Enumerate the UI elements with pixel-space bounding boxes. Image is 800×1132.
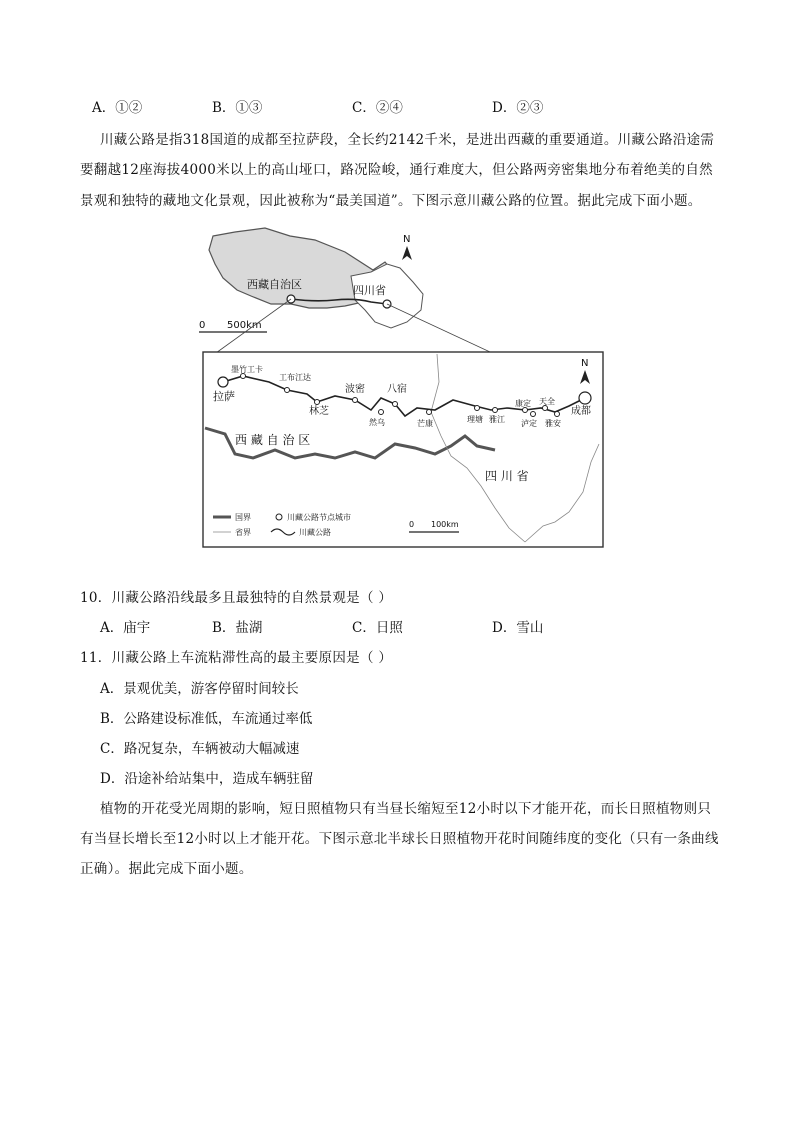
- city-bomi-dot: [353, 398, 358, 403]
- overview-scale-label: 500km: [227, 320, 262, 331]
- detail-north-label: N: [581, 358, 589, 369]
- city-ranwu-label: 然乌: [369, 418, 385, 427]
- q11-option-a: A．景观优美，游客停留时间较长: [100, 681, 299, 697]
- overview-label-tibet: 西藏自治区: [247, 278, 302, 291]
- route-map-figure: [195, 222, 615, 552]
- intro2-line-3: 正确）。据此完成下面小题。: [80, 861, 253, 877]
- city-tianquan-dot: [543, 406, 548, 411]
- q9-option-a: A．①②: [92, 100, 143, 116]
- city-markam-label: 芒康: [417, 419, 433, 428]
- q9-option-c: C．②④: [352, 100, 403, 116]
- intro2-line-1: 植物的开花受光周期的影响，短日照植物只有当昼长缩短至12小时以下才能开花，而长日照植物则只: [100, 801, 712, 817]
- q10-option-c: C．日照: [352, 620, 403, 636]
- city-gongbogyamda-label: 工布江达: [279, 373, 311, 382]
- city-lhasa-dot: [218, 377, 228, 387]
- city-lhasa-label: 拉萨: [213, 390, 235, 403]
- city-baxoi-label: 八宿: [387, 384, 407, 395]
- q10-option-d: D．雪山: [492, 620, 544, 636]
- detail-region-sichuan: 四 川 省: [485, 469, 529, 483]
- q10-stem: 10．川藏公路沿线最多且最独特的自然景观是（ ）: [80, 590, 393, 606]
- city-gongbogyamda-dot: [285, 388, 290, 393]
- overview-label-sichuan: 四川省: [353, 284, 386, 297]
- zoom-line-left: [209, 299, 291, 358]
- city-luding-dot: [531, 412, 536, 417]
- intro1-line-1: 川藏公路是指318国道的成都至拉萨段，全长约2142千米，是进出西藏的重要通道。川藏公路沿途需: [100, 132, 715, 148]
- q10-option-b: B．盐湖: [212, 620, 263, 636]
- q11-option-c: C．路况复杂，车辆被动大幅减速: [100, 741, 300, 757]
- q9-option-d: D．②③: [492, 100, 544, 116]
- city-nyingchi-label: 林芝: [309, 406, 329, 417]
- city-markam-dot: [427, 410, 432, 415]
- city-maizhokunggar-dot: [241, 374, 246, 379]
- city-yajiang-label: 雅江: [489, 415, 505, 424]
- overview-north-label: N: [403, 234, 411, 245]
- city-baxoi-dot: [393, 402, 398, 407]
- q11-option-d: D．沿途补给站集中，造成车辆驻留: [100, 771, 314, 787]
- overview-scale-zero: 0: [199, 320, 206, 331]
- legend-province-label: 省界: [235, 528, 251, 537]
- city-kangding-dot: [523, 408, 528, 413]
- city-litang-dot: [475, 406, 480, 411]
- intro1-line-3: 景观和独特的藏地文化景观，因此被称为“最美国道”。下图示意川藏公路的位置。据此完成下面小题。: [80, 193, 702, 209]
- city-ranwu-dot: [379, 410, 384, 415]
- city-yajiang-dot: [493, 408, 498, 413]
- q11-stem: 11．川藏公路上车流粘滞性高的最主要原因是（ ）: [80, 650, 393, 666]
- city-yaan-dot: [555, 412, 560, 417]
- city-yaan-label: 雅安: [545, 419, 561, 428]
- overview-north-arrow: [402, 246, 412, 260]
- intro1-line-2: 要翻越12座海拔4000米以上的高山垭口，路况险峻，通行难度大，但公路两旁密集地分布着绝美的自然: [80, 162, 713, 178]
- city-chengdu-label: 成都: [571, 406, 591, 417]
- legend-node-label: 川藏公路节点城市: [287, 513, 351, 522]
- city-kangding-label: 康定: [515, 399, 531, 408]
- detail-region-tibet: 西 藏 自 治 区: [235, 433, 311, 447]
- city-bomi-label: 波密: [345, 384, 365, 395]
- legend-node-symbol: [276, 514, 282, 520]
- q10-option-a: A．庙宇: [100, 620, 151, 636]
- detail-scale-label: 100km: [431, 520, 459, 529]
- q11-option-b: B．公路建设标准低，车流通过率低: [100, 711, 313, 727]
- city-nyingchi-dot: [315, 400, 320, 405]
- route-map-svg: [195, 222, 615, 552]
- city-chengdu-dot: [579, 392, 591, 404]
- city-maizhokunggar-label: 墨竹工卡: [231, 365, 263, 374]
- legend-border-label: 国界: [235, 513, 251, 522]
- detail-scale-zero: 0: [409, 520, 415, 529]
- city-tianquan-label: 天全: [539, 397, 555, 406]
- city-litang-label: 理塘: [467, 415, 483, 424]
- city-luding-label: 泸定: [521, 419, 537, 428]
- intro2-line-2: 有当昼长增长至12小时以上才能开花。下图示意北半球长日照植物开花时间随纬度的变化（只有一条曲线: [80, 831, 719, 847]
- legend-road-label: 川藏公路: [299, 528, 331, 537]
- q9-option-b: B．①③: [212, 100, 263, 116]
